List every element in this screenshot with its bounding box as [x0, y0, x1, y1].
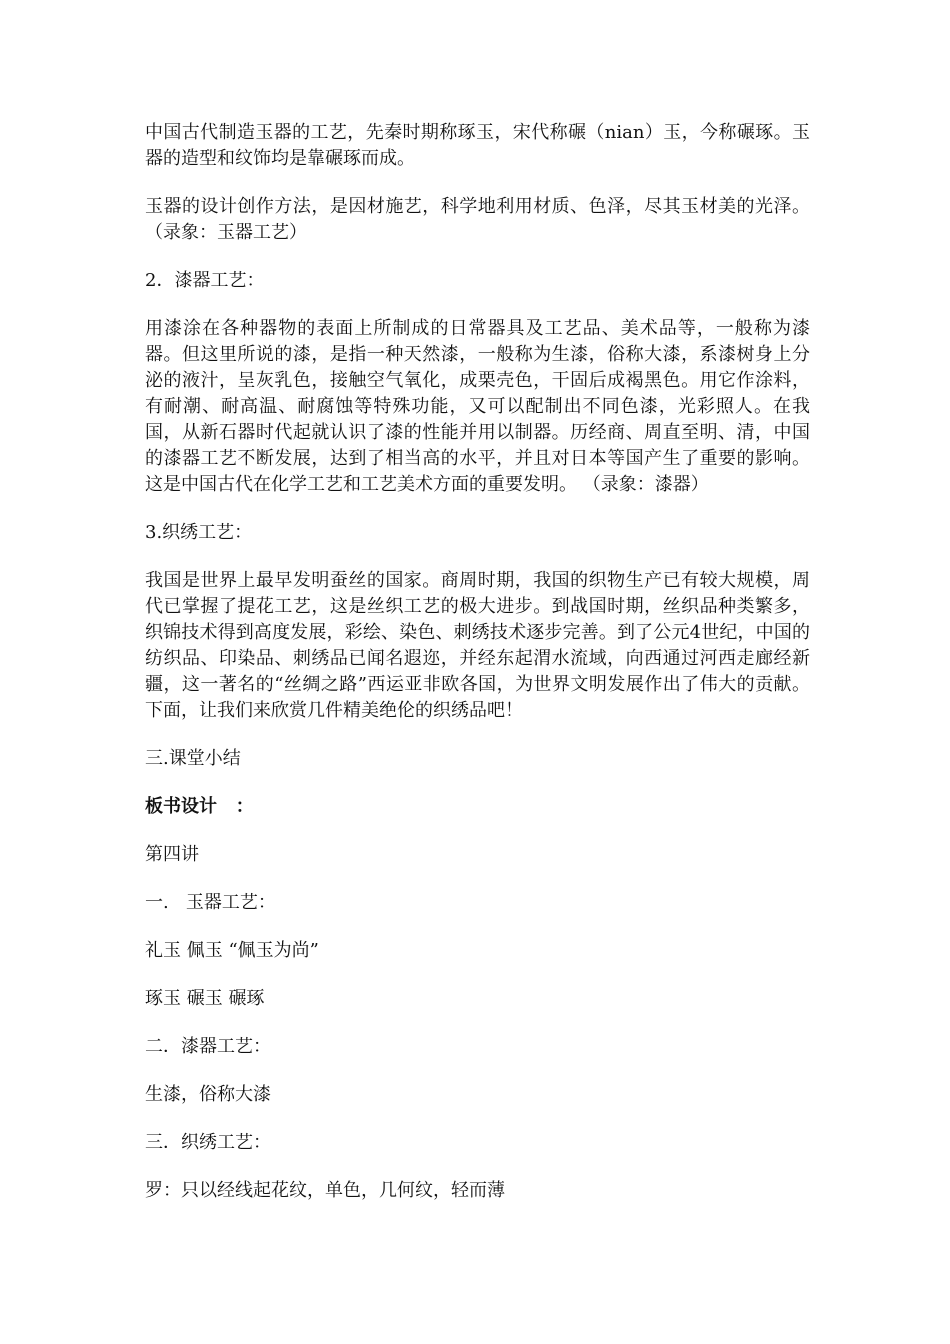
heading-embroidery: 3.织绣工艺：: [145, 522, 253, 543]
board-jade-line-1: 礼玉 佩玉 “佩玉为尚”: [145, 940, 319, 961]
board-embroidery-heading: 三．织绣工艺：: [145, 1132, 271, 1153]
board-jade-heading: 一. 玉器工艺：: [145, 892, 276, 913]
board-lacquer-line-1: 生漆，俗称大漆: [145, 1084, 271, 1105]
board-embroidery-line-1: 罗：只以经线起花纹，单色，几何纹，轻而薄: [145, 1180, 505, 1201]
board-lacquer-heading: 二．漆器工艺：: [145, 1036, 271, 1057]
heading-class-summary: 三.课堂小结: [145, 748, 241, 769]
heading-lacquer: 2．漆器工艺：: [145, 270, 265, 291]
blackboard-design-title: 板书设计 ：: [145, 796, 254, 817]
board-jade-line-2: 琢玉 碾玉 碾琢: [145, 988, 265, 1009]
document-page: [145, 120, 810, 1226]
paragraph-embroidery: 我国是世界上最早发明蚕丝的国家。商周时期，我国的织物生产已有较大规模，周代已掌握了提花工艺，这是丝织工艺的极大进步。到战国时期，丝织品种类繁多，织锦技术得到高度发展，彩绘、染色、刺绣技术逐步完善。到了公元4世纪，中国的纺织品、印染品、刺绣品已闻名遐迩，并经东起渭水流域，向西通过河西走廊经新疆，这一著名的“丝绸之路”西运亚非欧各国，为世界文明发展作出了伟大的贡献。 下面，让我们来欣赏几件精美绝伦的织绣品吧！: [145, 570, 810, 721]
lecture-title: 第四讲: [145, 844, 199, 865]
paragraph-jade-design: 玉器的设计创作方法，是因材施艺，科学地利用材质、色泽，尽其玉材美的光泽。（录象：玉器工艺）: [145, 196, 810, 243]
paragraph-lacquer: 用漆涂在各种器物的表面上所制成的日常器具及工艺品、美术品等，一般称为漆器。但这里所说的漆，是指一种天然漆，一般称为生漆，俗称大漆，系漆树身上分泌的液汁，呈灰乳色，接触空气氧化，成栗壳色，干固后成褐黑色。用它作涂料，有耐潮、耐高温、耐腐蚀等特殊功能，又可以配制出不同色漆，光彩照人。在我国，从新石器时代起就认识了漆的性能并用以制器。历经商、周直至明、清，中国的漆器工艺不断发展，达到了相当高的水平，并且对日本等国产生了重要的影响。这是中国古代在化学工艺和工艺美术方面的重要发明。 （录象：漆器）: [145, 318, 810, 495]
paragraph-jade-carving: 中国古代制造玉器的工艺，先秦时期称琢玉，宋代称碾（nian）玉，今称碾琢。玉器的造型和纹饰均是靠碾琢而成。: [145, 122, 810, 169]
